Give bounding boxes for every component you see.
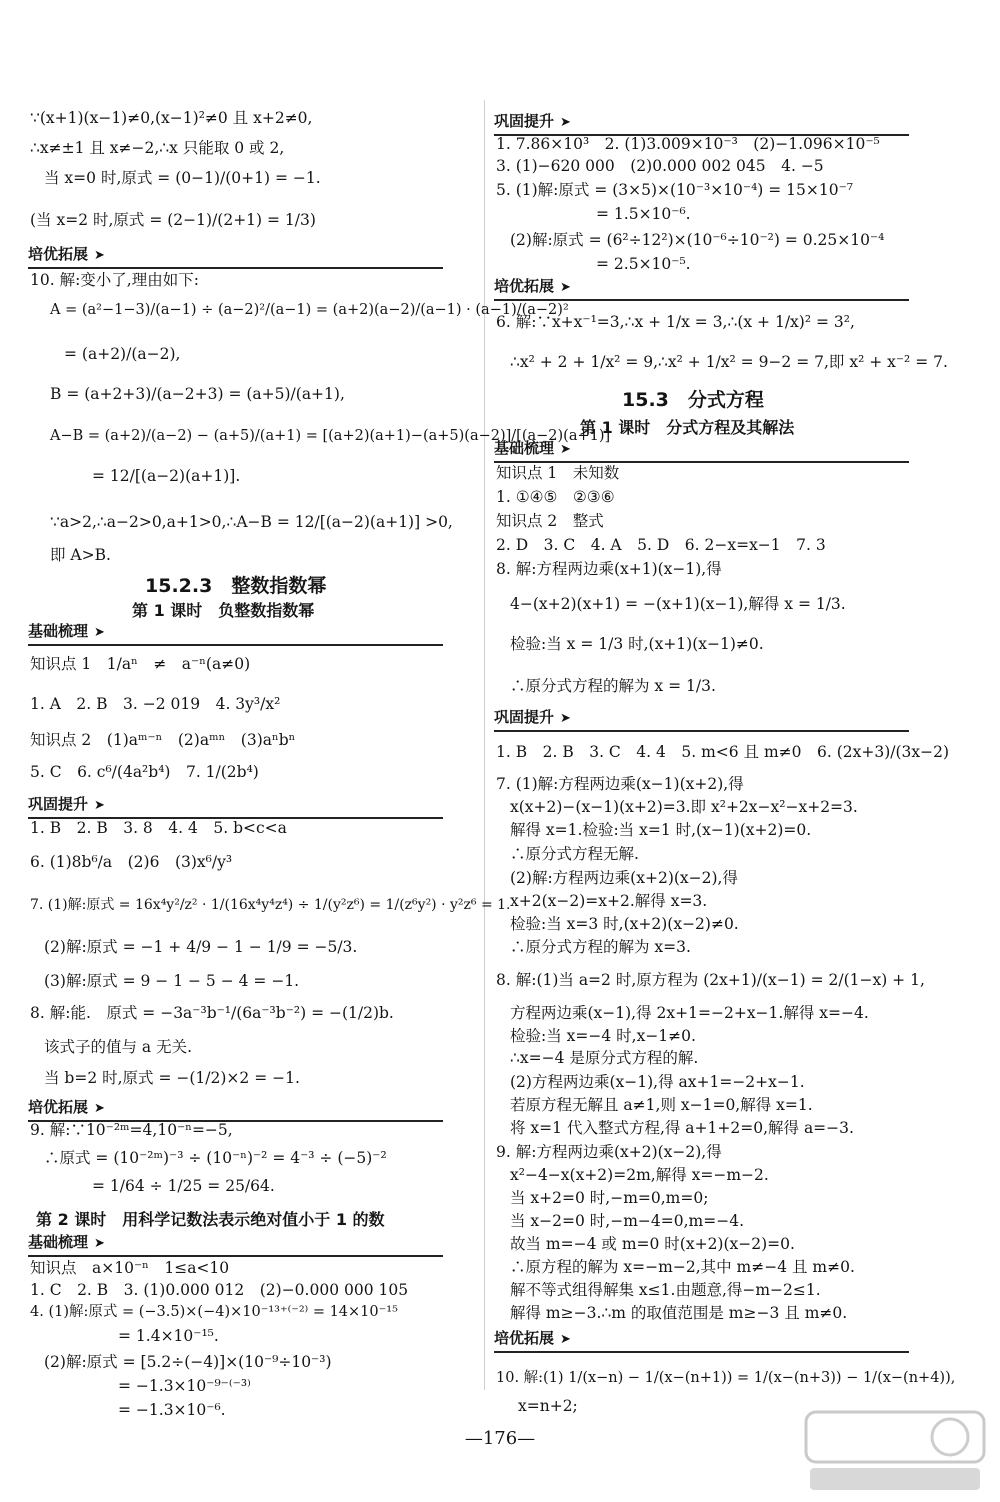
section-title: 巩固提升 bbox=[494, 708, 555, 726]
text-line: 8. 解:能. 原式 = −3a⁻³b⁻¹/(6a⁻³b⁻²) = −(1/2)b. bbox=[30, 1004, 394, 1022]
text-line: ∴原式 = (10⁻²ᵐ)⁻³ ÷ (10⁻ⁿ)⁻² = 4⁻³ ÷ (−5)⁻² bbox=[44, 1149, 387, 1167]
text-line: 1. C 2. B 3. (1)0.000 012 (2)−0.000 000 105 bbox=[30, 1281, 409, 1299]
text-line: 当 x=0 时,原式 = (0−1)/(0+1) = −1. bbox=[44, 169, 321, 187]
section-title: 基础梳理 bbox=[28, 1233, 89, 1251]
lesson-title: 第 1 课时 负整数指数幂 bbox=[132, 601, 315, 620]
section-header bbox=[494, 276, 909, 301]
text-line: ∴x² + 2 + 1/x² = 9,∴x² + 1/x² = 9−2 = 7,即 x² + x⁻² = 7. bbox=[510, 353, 948, 371]
text-line: ∴x=−4 是原分式方程的解. bbox=[510, 1049, 699, 1067]
text-line: 10. 解:变小了,理由如下: bbox=[30, 271, 199, 289]
text-line: 知识点 1 1/aⁿ ≠ a⁻ⁿ(a≠0) bbox=[30, 655, 251, 673]
text-line: = −1.3×10⁻⁹⁻⁽⁻³⁾ bbox=[118, 1377, 251, 1395]
section-title: 15.2.3 整数指数幂 bbox=[145, 575, 327, 597]
text-line: 当 b=2 时,原式 = −(1/2)×2 = −1. bbox=[44, 1069, 300, 1087]
lesson-title: 第 2 课时 用科学记数法表示绝对值小于 1 的数 bbox=[36, 1210, 385, 1229]
arrow-icon: ➤ bbox=[94, 248, 105, 263]
section-header bbox=[494, 438, 909, 463]
text-line: 该式子的值与 a 无关. bbox=[44, 1038, 193, 1056]
text-line: ∴原分式方程的解为 x = 1/3. bbox=[510, 677, 716, 695]
text-line: 9. 解:∵10⁻²ᵐ=4,10⁻ⁿ=−5, bbox=[30, 1121, 233, 1139]
text-line: (2)解:原式 = (6²÷12²)×(10⁻⁶÷10⁻²) = 0.25×10⁻⁴ bbox=[510, 231, 885, 249]
text-line: ∴x≠±1 且 x≠−2,∴x 只能取 0 或 2, bbox=[30, 139, 285, 157]
text-line: 解不等式组得解集 x≤1.由题意,得−m−2≤1. bbox=[510, 1281, 821, 1299]
section-title: 15.3 分式方程 bbox=[622, 389, 764, 411]
text-line: (当 x=2 时,原式 = (2−1)/(2+1) = 1/3) bbox=[30, 211, 316, 229]
text-line: 9. 解:方程两边乘(x+2)(x−2),得 bbox=[496, 1143, 722, 1161]
arrow-icon: ➤ bbox=[94, 1236, 105, 1251]
watermark-logo bbox=[800, 1408, 990, 1494]
text-line: 解得 x=1.检验:当 x=1 时,(x−1)(x+2)=0. bbox=[510, 821, 812, 839]
text-line: 7. (1)解:方程两边乘(x−1)(x+2),得 bbox=[496, 775, 744, 793]
text-line: 1. B 2. B 3. 8 4. 4 5. b<c<a bbox=[30, 819, 287, 837]
text-line: 8. 解:方程两边乘(x+1)(x−1),得 bbox=[496, 560, 722, 578]
text-line: (2)解:原式 = −1 + 4/9 − 1 − 1/9 = −5/3. bbox=[44, 938, 358, 956]
text-line: x²−4−x(x+2)=2m,解得 x=−m−2. bbox=[510, 1166, 769, 1184]
text-line: 知识点 1 未知数 bbox=[496, 464, 620, 482]
text-line: (2)方程两边乘(x−1),得 ax+1=−2+x−1. bbox=[510, 1073, 805, 1091]
text-line: 4. (1)解:原式 = (−3.5)×(−4)×10⁻¹³⁺⁽⁻²⁾ = 14×10⁻¹⁵ bbox=[30, 1304, 398, 1320]
arrow-icon: ➤ bbox=[94, 798, 105, 813]
text-line: x=n+2; bbox=[518, 1397, 578, 1415]
lesson-title: 第 1 课时 分式方程及其解法 bbox=[580, 418, 795, 437]
text-line: 5. (1)解:原式 = (3×5)×(10⁻³×10⁻⁴) = 15×10⁻⁷ bbox=[496, 181, 854, 199]
text-line: = (a+2)/(a−2), bbox=[64, 345, 181, 363]
section-title: 培优拓展 bbox=[28, 245, 89, 263]
text-line: 若原方程无解且 a≠1,则 x−1=0,解得 x=1. bbox=[510, 1096, 813, 1114]
section-header bbox=[494, 707, 909, 732]
text-line: 4−(x+2)(x+1) = −(x+1)(x−1),解得 x = 1/3. bbox=[510, 595, 846, 613]
text-line: 检验:当 x=3 时,(x+2)(x−2)≠0. bbox=[510, 915, 739, 933]
text-line: = 12/[(a−2)(a+1)]. bbox=[92, 467, 241, 485]
text-line: 1. B 2. B 3. C 4. 4 5. m<6 且 m≠0 6. (2x+3)/(3x−2) bbox=[496, 743, 950, 761]
text-line: x+2(x−2)=x+2.解得 x=3. bbox=[510, 892, 708, 910]
text-line: 知识点 2 (1)aᵐ⁻ⁿ (2)aᵐⁿ (3)aⁿbⁿ bbox=[30, 731, 296, 749]
text-line: 6. (1)8b⁶/a (2)6 (3)x⁶/y³ bbox=[30, 853, 233, 871]
text-line: 将 x=1 代入整式方程,得 a+1+2=0,解得 a=−3. bbox=[510, 1119, 854, 1137]
text-line: 检验:当 x=−4 时,x−1≠0. bbox=[510, 1027, 696, 1045]
text-line: ∵a>2,∴a−2>0,a+1>0,∴A−B = 12/[(a−2)(a+1)] >0, bbox=[50, 513, 453, 531]
page-number: —176— bbox=[464, 1428, 536, 1449]
text-line: 7. (1)解:原式 = 16x⁴y²/z² · 1/(16x⁴y⁴z⁴) ÷ 1/(y²z⁶) = 1/(z⁶y²) · y²z⁶ = 1. bbox=[30, 897, 511, 913]
text-line: (2)解:原式 = [5.2÷(−4)]×(10⁻⁹÷10⁻³) bbox=[44, 1353, 332, 1371]
text-line: 知识点 2 整式 bbox=[496, 512, 604, 530]
text-line: ∴原方程的解为 x=−m−2,其中 m≠−4 且 m≠0. bbox=[510, 1258, 855, 1276]
text-line: A−B = (a+2)/(a−2) − (a+5)/(a+1) = [(a+2)(a+1)−(a+5)(a−2)]/[(a−2)(a+1)] bbox=[50, 428, 611, 444]
section-title: 培优拓展 bbox=[494, 277, 555, 295]
text-line: 1. 7.86×10³ 2. (1)3.009×10⁻³ (2)−1.096×10⁻⁵ bbox=[496, 135, 880, 153]
text-line: x(x+2)−(x−1)(x+2)=3.即 x²+2x−x²−x+2=3. bbox=[510, 798, 858, 816]
section-header bbox=[494, 1328, 909, 1353]
arrow-icon: ➤ bbox=[560, 115, 571, 130]
text-line: 知识点 a×10⁻ⁿ 1≤a<10 bbox=[30, 1259, 230, 1277]
text-line: 1. A 2. B 3. −2 019 4. 3y³/x² bbox=[30, 695, 281, 713]
text-line: = 2.5×10⁻⁵. bbox=[596, 255, 691, 273]
arrow-icon: ➤ bbox=[560, 1332, 571, 1347]
text-line: 即 A>B. bbox=[50, 546, 111, 564]
text-line: 1. ①④⑤ ②③⑥ bbox=[496, 488, 615, 506]
text-line: 检验:当 x = 1/3 时,(x+1)(x−1)≠0. bbox=[510, 635, 764, 653]
text-line: ∴原分式方程的解为 x=3. bbox=[510, 938, 691, 956]
text-line: 10. 解:(1) 1/(x−n) − 1/(x−(n+1)) = 1/(x−(n+3)) − 1/(x−(n+4)), bbox=[496, 1370, 956, 1386]
text-line: 6. 解:∵x+x⁻¹=3,∴x + 1/x = 3,∴(x + 1/x)² = 3², bbox=[496, 313, 855, 331]
text-line: 当 x+2=0 时,−m=0,m=0; bbox=[510, 1189, 709, 1207]
text-line: 5. C 6. c⁶/(4a²b⁴) 7. 1/(2b⁴) bbox=[30, 763, 259, 781]
arrow-icon: ➤ bbox=[560, 280, 571, 295]
section-title: 巩固提升 bbox=[494, 112, 555, 130]
text-line: A = (a²−1−3)/(a−1) ÷ (a−2)²/(a−1) = (a+2)(a−2)/(a−1) · (a−1)/(a−2)² bbox=[50, 302, 569, 318]
section-title: 基础梳理 bbox=[28, 622, 89, 640]
text-line: = 1.4×10⁻¹⁵. bbox=[118, 1327, 219, 1345]
text-line: (3)解:原式 = 9 − 1 − 5 − 4 = −1. bbox=[44, 972, 300, 990]
section-title: 基础梳理 bbox=[494, 439, 555, 457]
text-line: (2)解:方程两边乘(x+2)(x−2),得 bbox=[510, 869, 738, 887]
arrow-icon: ➤ bbox=[560, 442, 571, 457]
section-header bbox=[494, 111, 909, 136]
text-line: 方程两边乘(x−1),得 2x+1=−2+x−1.解得 x=−4. bbox=[510, 1004, 869, 1022]
arrow-icon: ➤ bbox=[560, 711, 571, 726]
section-title: 培优拓展 bbox=[494, 1329, 555, 1347]
text-line: 故当 m=−4 或 m=0 时(x+2)(x−2)=0. bbox=[510, 1235, 795, 1253]
text-line: ∴原分式方程无解. bbox=[510, 845, 639, 863]
text-line: = 1/64 ÷ 1/25 = 25/64. bbox=[92, 1177, 275, 1195]
text-line: = 1.5×10⁻⁶. bbox=[596, 205, 691, 223]
text-line: B = (a+2+3)/(a−2+3) = (a+5)/(a+1), bbox=[50, 385, 345, 403]
text-line: 8. 解:(1)当 a=2 时,原方程为 (2x+1)/(x−1) = 2/(1−x) + 1, bbox=[496, 971, 925, 989]
text-line: 2. D 3. C 4. A 5. D 6. 2−x=x−1 7. 3 bbox=[496, 536, 826, 554]
arrow-icon: ➤ bbox=[94, 625, 105, 640]
text-line: 解得 m≥−3.∴m 的取值范围是 m≥−3 且 m≠0. bbox=[510, 1304, 848, 1322]
section-title: 培优拓展 bbox=[28, 1098, 89, 1116]
text-line: 当 x−2=0 时,−m−4=0,m=−4. bbox=[510, 1212, 744, 1230]
arrow-icon: ➤ bbox=[94, 1101, 105, 1116]
text-line: = −1.3×10⁻⁶. bbox=[118, 1401, 226, 1419]
text-line: ∵(x+1)(x−1)≠0,(x−1)²≠0 且 x+2≠0, bbox=[30, 109, 313, 127]
text-line: 3. (1)−620 000 (2)0.000 002 045 4. −5 bbox=[496, 157, 824, 175]
section-title: 巩固提升 bbox=[28, 795, 89, 813]
